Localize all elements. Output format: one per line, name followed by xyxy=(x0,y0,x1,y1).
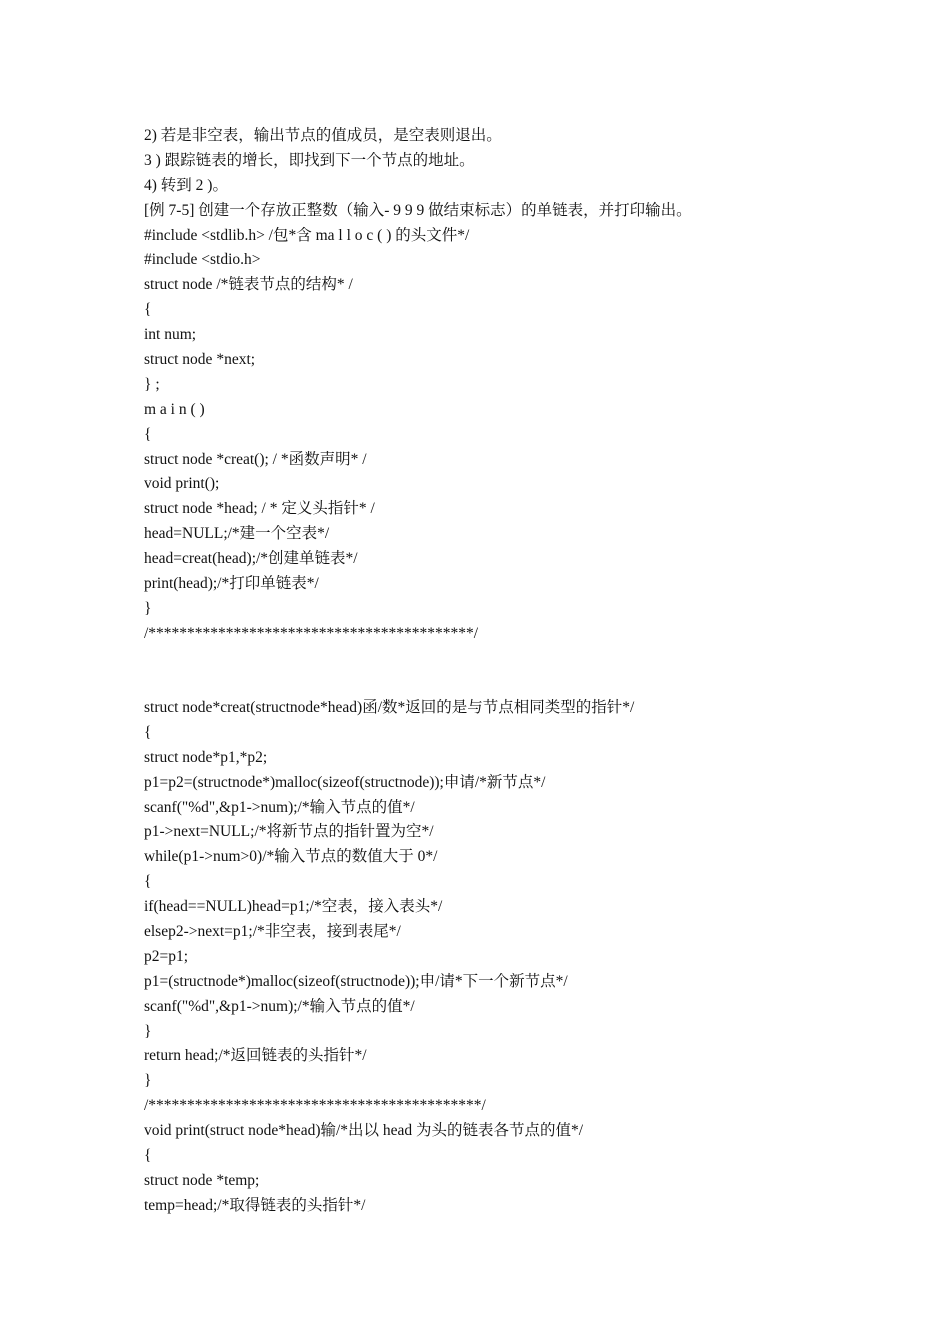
code-line: while(p1->num>0)/*输入节点的数值大于 0*/ xyxy=(144,848,438,866)
separator-comment: /******************************************/ xyxy=(144,624,479,642)
code-line: p1->next=NULL;/*将新节点的指针置为空*/ xyxy=(144,823,434,841)
code-line: } ; xyxy=(144,375,160,393)
text-line: 3 ) 跟踪链表的增长，即找到下一个节点的地址。 xyxy=(144,151,475,169)
code-line: struct node *creat(); / *函数声明* / xyxy=(144,450,367,468)
text-block-steps-and-main xyxy=(144,124,884,647)
separator-comment: /*******************************************/ xyxy=(144,1097,486,1115)
code-line: elsep2->next=p1;/*非空表，接到表尾*/ xyxy=(144,923,401,941)
code-line: } xyxy=(144,1072,152,1090)
text-block-creat-and-print xyxy=(144,696,884,1219)
text-line: 2) 若是非空表，输出节点的值成员，是空表则退出。 xyxy=(144,127,502,144)
code-line: m a i n ( ) xyxy=(144,400,205,418)
code-line: head=NULL;/*建一个空表*/ xyxy=(144,525,330,543)
code-line: p2=p1; xyxy=(144,947,189,965)
code-line: struct node*creat(structnode*head)函/数*返回的是与节点相同类型的指针*/ xyxy=(144,699,635,716)
code-line: struct node *next; xyxy=(144,351,256,369)
code-line: { xyxy=(144,723,152,741)
code-line: p1=(structnode*)malloc(sizeof(structnode));申/请*下一个新节点*/ xyxy=(144,972,568,990)
code-line: { xyxy=(144,1147,152,1165)
code-line: { xyxy=(144,425,152,443)
code-line: { xyxy=(144,873,152,891)
code-line: temp=head;/*取得链表的头指针*/ xyxy=(144,1196,366,1214)
text-line: 4) 转到 2 )。 xyxy=(144,176,228,194)
code-line: p1=p2=(structnode*)malloc(sizeof(structnode));申请/*新节点*/ xyxy=(144,773,546,791)
code-line: struct node*p1,*p2; xyxy=(144,748,268,766)
code-line: #include <stdio.h> xyxy=(144,251,261,269)
code-line: scanf("%d",&p1->num);/*输入节点的值*/ xyxy=(144,997,415,1015)
code-line: head=creat(head);/*创建单链表*/ xyxy=(144,550,358,568)
code-line: return head;/*返回链表的头指针*/ xyxy=(144,1047,367,1065)
example-heading: [例 7-5] 创建一个存放正整数（输入- 9 9 9 做结束标志）的单链表，并打印输出。 xyxy=(144,201,692,219)
code-line: void print(struct node*head)输/*出以 head 为头的链表各节点的值*/ xyxy=(144,1122,584,1140)
code-line: #include <stdlib.h> /包*含 ma l l o c ( ) 的头文件*/ xyxy=(144,226,470,244)
code-line: print(head);/*打印单链表*/ xyxy=(144,575,319,593)
code-line: } xyxy=(144,1022,152,1040)
code-line: } xyxy=(144,599,152,617)
code-line: struct node /*链表节点的结构* / xyxy=(144,276,353,294)
code-line: struct node *head; / * 定义头指针* / xyxy=(144,500,375,518)
code-line: { xyxy=(144,301,152,319)
code-line: if(head==NULL)head=p1;/*空表，接入表头*/ xyxy=(144,898,443,916)
code-line: struct node *temp; xyxy=(144,1171,260,1189)
code-line: int num; xyxy=(144,326,197,344)
code-line: void print(); xyxy=(144,475,220,493)
code-line: scanf("%d",&p1->num);/*输入节点的值*/ xyxy=(144,798,415,816)
